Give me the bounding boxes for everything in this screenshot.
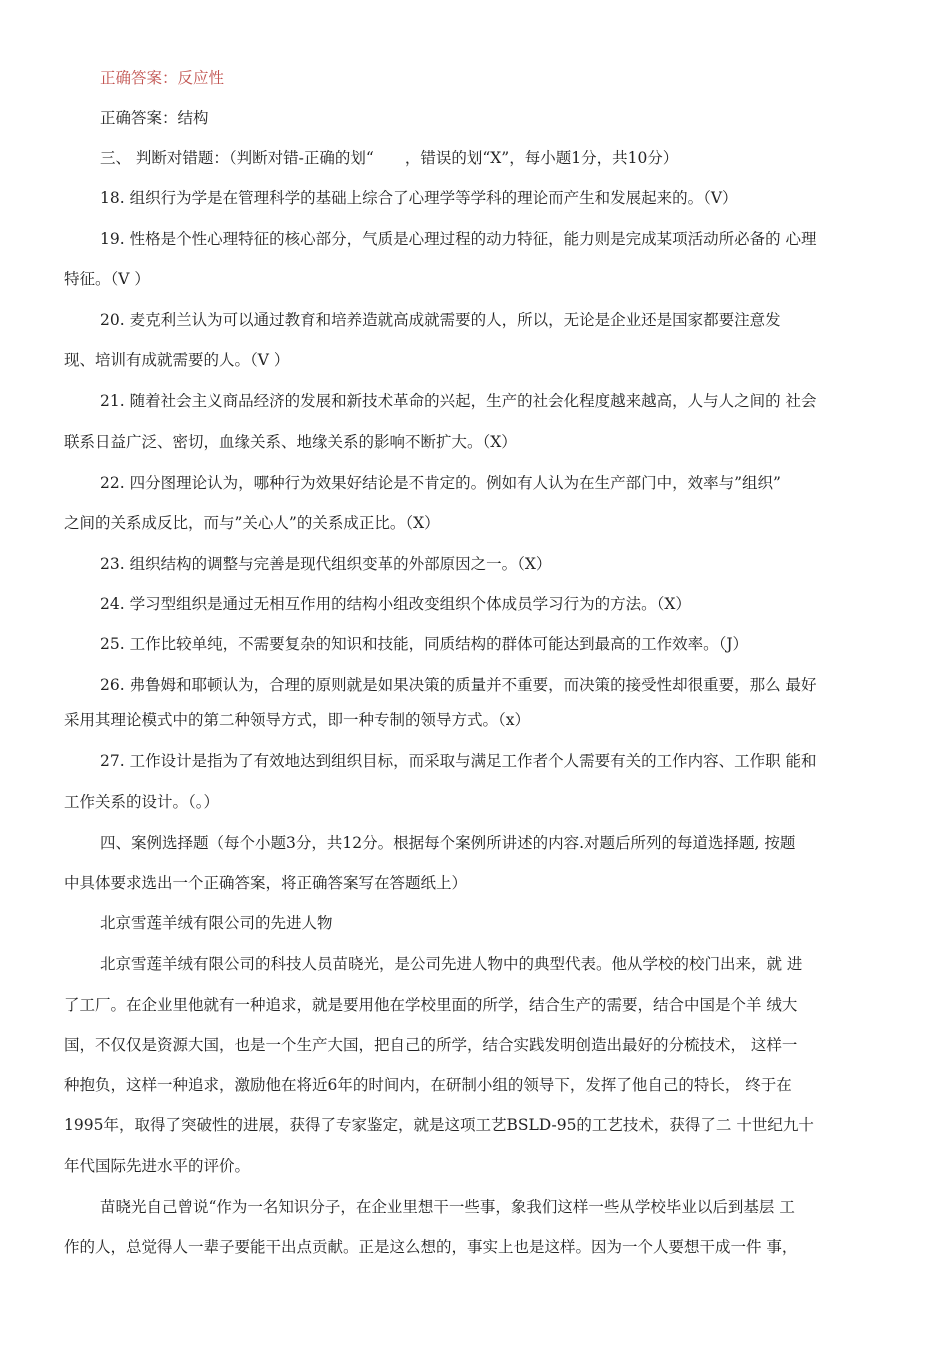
case-para-1-line-1: 北京雪莲羊绒有限公司的科技人员苗晓光，是公司先进人物中的典型代表。他从学校的校门出来，就 进 — [100, 955, 803, 973]
section-4-heading: 四、案例选择题（每个小题3分，共12分。根据每个案例所讲述的内容.对题后所列的每道选择题, 按题 — [100, 834, 796, 852]
question-26-cont: 采用其理论模式中的第二种领导方式，即一种专制的领导方式。（x） — [64, 711, 530, 729]
question-24: 24. 学习型组织是通过无相互作用的结构小组改变组织个体成员学习行为的方法。（X） — [100, 595, 691, 613]
question-21: 21. 随着社会主义商品经济的发展和新技术革命的兴起，生产的社会化程度越来越高，人与人之间的 社会 — [100, 392, 817, 410]
question-21-cont: 联系日益广泛、密切，血缘关系、地缘关系的影响不断扩大。（X） — [64, 433, 517, 451]
case-para-1-line-3: 国，不仅仅是资源大国，也是一个生产大国，把自己的所学，结合实践发明创造出最好的分梳技术， 这样一 — [64, 1036, 798, 1054]
question-26: 26. 弗鲁姆和耶顿认为，合理的原则就是如果决策的质量并不重要，而决策的接受性却很重要，那么 最好 — [100, 676, 817, 694]
section-3-heading: 三、 判断对错题：（判断对错-正确的划“ ，错误的划“X”，每小题1分，共10分） — [100, 149, 679, 167]
case-para-1-line-4: 种抱负，这样一种追求，激励他在将近6年的时间内，在研制小组的领导下，发挥了他自己的特长， 终于在 — [64, 1076, 792, 1094]
case-para-2-line-1: 苗晓光自己曾说“作为一名知识分子，在企业里想干一些事，象我们这样一些从学校毕业以后到基层 工 — [100, 1198, 795, 1216]
section-4-heading-cont: 中具体要求选出一个正确答案，将正确答案写在答题纸上） — [64, 874, 468, 892]
question-22-cont: 之间的关系成反比，而与”关心人”的关系成正比。（X） — [64, 514, 440, 532]
question-19-cont: 特征。（V ） — [64, 270, 150, 288]
case-title: 北京雪莲羊绒有限公司的先进人物 — [100, 914, 333, 932]
question-18: 18. 组织行为学是在管理科学的基础上综合了心理学等学科的理论而产生和发展起来的。（V） — [100, 189, 738, 207]
question-23: 23. 组织结构的调整与完善是现代组织变革的外部原因之一。（X） — [100, 555, 552, 573]
question-20: 20. 麦克利兰认为可以通过教育和培养造就高成就需要的人，所以，无论是企业还是国家都要注意发 — [100, 311, 781, 329]
question-25: 25. 工作比较单纯，不需要复杂的知识和技能，同质结构的群体可能达到最高的工作效率。（J） — [100, 635, 749, 653]
answer-line-2: 正确答案：结构 — [100, 109, 209, 127]
question-22: 22. 四分图理论认为，哪种行为效果好结论是不肯定的。例如有人认为在生产部门中，效率与”组织” — [100, 474, 781, 492]
case-para-1-line-5: 1995年，取得了突破性的进展，获得了专家鉴定，就是这项工艺BSLD-95的工艺技术，获得了二 十世纪九十 — [64, 1116, 814, 1134]
case-para-1-line-2: 了工厂。在企业里他就有一种追求，就是要用他在学校里面的所学，结合生产的需要，结合中国是个羊 绒大 — [64, 996, 798, 1014]
case-para-1-line-6: 年代国际先进水平的评价。 — [64, 1157, 251, 1175]
answer-line-1: 正确答案：反应性 — [100, 69, 225, 87]
question-20-cont: 现、培训有成就需要的人。（V ） — [64, 351, 290, 369]
case-para-2-line-2: 作的人，总觉得人一辈子要能干出点贡献。正是这么想的，事实上也是这样。因为一个人要想干成一件 事， — [64, 1238, 798, 1256]
question-27-cont: 工作关系的设计。（。） — [64, 793, 220, 811]
question-19: 19. 性格是个性心理特征的核心部分，气质是心理过程的动力特征，能力则是完成某项活动所必备的 心理 — [100, 230, 817, 248]
question-27: 27. 工作设计是指为了有效地达到组织目标，而采取与满足工作者个人需要有关的工作内容、工作职 能和 — [100, 752, 817, 770]
